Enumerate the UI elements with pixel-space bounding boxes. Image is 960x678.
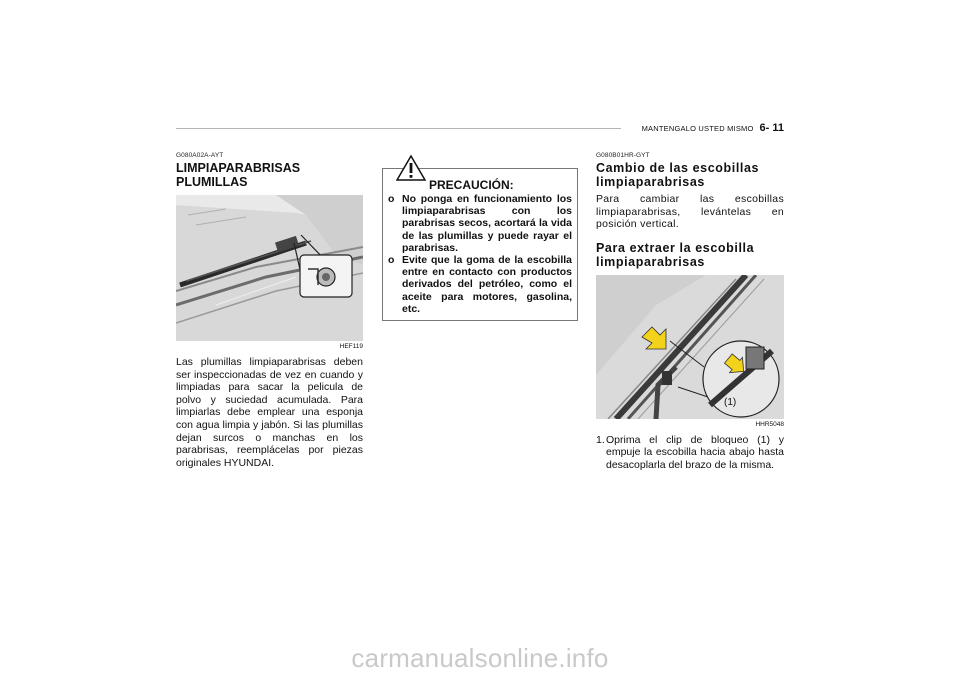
left-heading-line1: LIMPIAPARABRISAS xyxy=(176,161,301,175)
warning-triangle-icon xyxy=(396,155,426,181)
step-item xyxy=(596,434,784,472)
caution-item-text: No ponga en funcionamiento los limpiaparabrisas con los parabrisas secos, acortará la vida de las plumillas y puede rayar el parabrisas. xyxy=(402,193,572,254)
chapter-title: MANTENGALO USTED MISMO xyxy=(641,124,754,133)
header-rule xyxy=(176,128,621,129)
caution-box xyxy=(382,168,578,321)
right-column xyxy=(596,152,784,472)
section-code-left: G080A02A-AYT xyxy=(176,152,224,159)
page-header xyxy=(642,122,784,134)
site-watermark: carmanualsonline.info xyxy=(351,643,609,673)
steps-list xyxy=(596,434,784,472)
caution-bullet: o xyxy=(388,254,395,267)
page-number: 6- 11 xyxy=(759,122,784,134)
left-heading-line2: PLUMILLAS xyxy=(176,175,248,189)
step-text: Oprima el clip de bloqueo (1) y empuje la escobilla hacia abajo hasta desacoplarla del brazo de la misma. xyxy=(606,433,784,471)
wiper-blade-photo xyxy=(176,195,363,341)
figure-code-right: HHR5048 xyxy=(755,420,784,428)
caution-item xyxy=(388,193,572,254)
left-heading xyxy=(176,161,363,189)
step-number: 1. xyxy=(596,433,605,446)
figure-code-left: HEF119 xyxy=(339,343,363,350)
caution-item xyxy=(388,254,572,315)
caution-list xyxy=(388,193,572,315)
caution-bullet: o xyxy=(388,193,395,205)
caution-title: PRECAUCIÓN: xyxy=(429,178,514,192)
wiper-blade-illustration xyxy=(176,195,363,341)
left-body-text: Las plumillas limpiaparabrisas deben ser inspeccionadas de vez en cuando y limpiadas para sacar la pelicula de polvo y suciedad acumulada. Para limpiarlas debe emplear una esponja con agua limpia y jabón. Si las plumillas dejan surcos o manchas en los parabrisas, reemplácelas por piezas originales HYUNDAI. xyxy=(176,356,363,469)
wiper-removal-illustration xyxy=(596,275,784,419)
callout-1-label: (1) xyxy=(724,396,737,408)
wiper-removal-photo xyxy=(596,275,784,419)
right-intro-text: Para cambiar las escobillas limpiaparabrisas, levántelas en posición vertical. xyxy=(596,193,784,231)
section-code-right: G080B01HR-GYT xyxy=(596,152,650,159)
right-subheading: Para extraer la escobilla limpiaparabrisas xyxy=(596,240,755,269)
caution-item-text: Evite que la goma de la escobilla entre en contacto con productos derivados del petróleo, como el aceite para motores, gasolina, etc. xyxy=(402,254,572,315)
right-heading: Cambio de las escobillas limpiaparabrisas xyxy=(596,161,760,189)
left-column xyxy=(176,152,363,469)
